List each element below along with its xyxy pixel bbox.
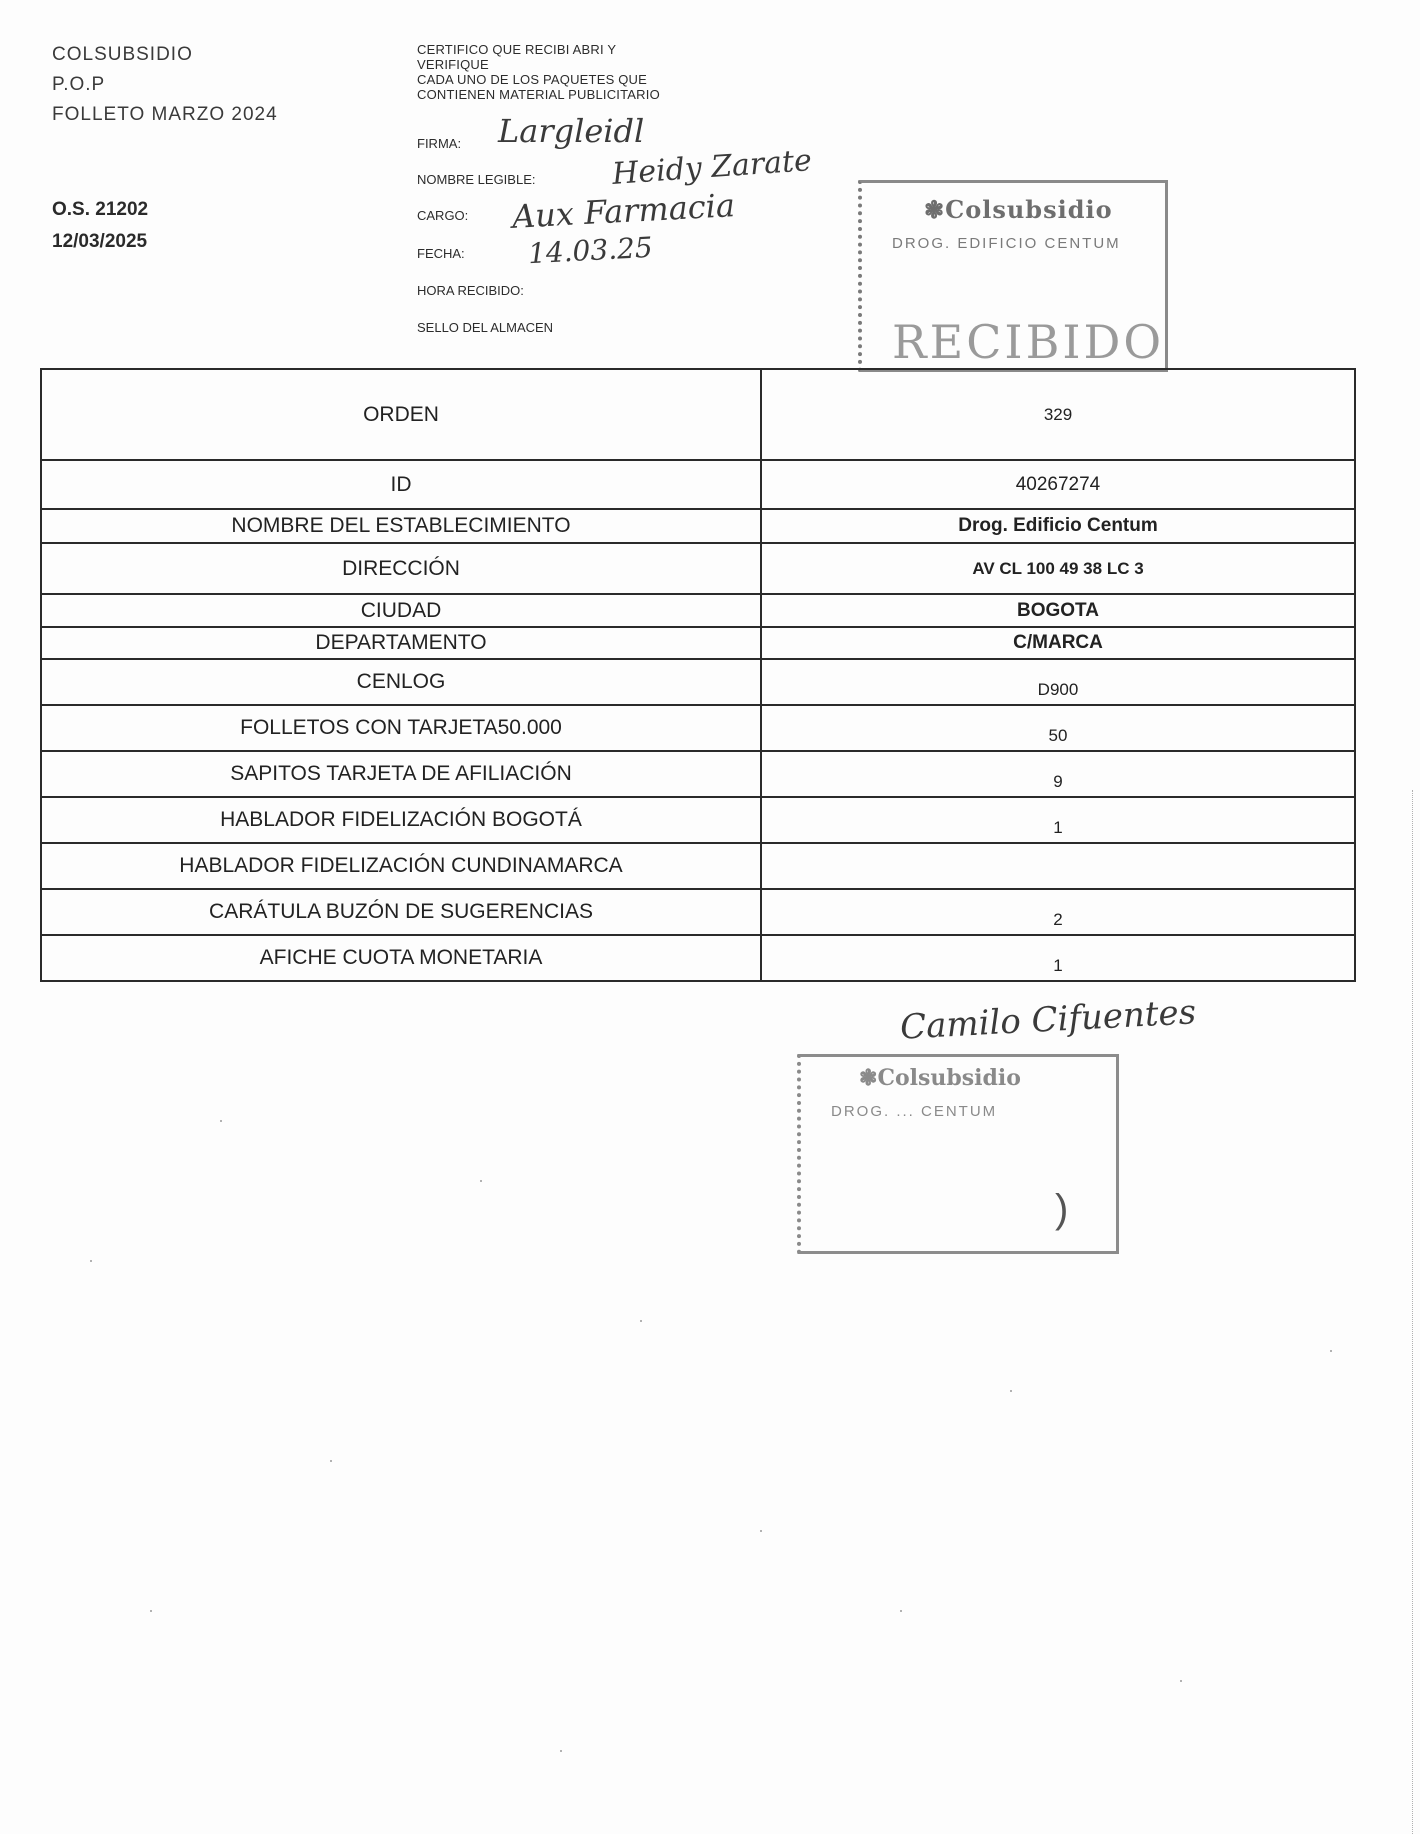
row-label: DIRECCIÓN [41, 543, 761, 594]
row-label: SAPITOS TARJETA DE AFILIACIÓN [41, 751, 761, 797]
table-row [41, 935, 1355, 981]
table-row [41, 460, 1355, 509]
row-value: C/MARCA [761, 627, 1355, 659]
row-value: D900 [761, 659, 1355, 705]
table-row [41, 509, 1355, 543]
stamp-brand: ❃Colsubsidio [924, 195, 1113, 224]
row-value: BOGOTA [761, 594, 1355, 627]
stamp-mark: ) [1055, 1187, 1069, 1231]
row-value: 9 [761, 751, 1355, 797]
table-row [41, 843, 1355, 889]
order-date: 12/03/2025 [52, 231, 148, 252]
nombre-label: NOMBRE LEGIBLE: [417, 172, 536, 187]
scan-speck [1330, 1350, 1332, 1352]
handwritten-name: Camilo Cifuentes [899, 992, 1198, 1048]
scan-speck [1180, 1680, 1182, 1682]
colsubsidio-logo-icon: ❃ [859, 1065, 878, 1091]
row-label: FOLLETOS CON TARJETA50.000 [41, 705, 761, 751]
row-value: Drog. Edificio Centum [761, 509, 1355, 543]
order-number: O.S. 21202 [52, 199, 149, 220]
fecha-label: FECHA: [417, 246, 465, 261]
row-label: NOMBRE DEL ESTABLECIMIENTO [41, 509, 761, 543]
table-row [41, 705, 1355, 751]
colsubsidio-logo-icon: ❃ [924, 195, 946, 224]
row-label: CENLOG [41, 659, 761, 705]
table-row [41, 889, 1355, 935]
table-row [41, 751, 1355, 797]
received-stamp [858, 180, 1168, 372]
campaign-label: FOLLETO MARZO 2024 [52, 104, 278, 125]
row-value: 50 [761, 705, 1355, 751]
cert-line: CERTIFICO QUE RECIBI ABRI Y [417, 42, 617, 57]
scan-speck [90, 1260, 92, 1262]
table-row [41, 594, 1355, 627]
row-label: ORDEN [41, 369, 761, 460]
row-label: AFICHE CUOTA MONETARIA [41, 935, 761, 981]
scan-speck [1010, 1390, 1012, 1392]
scan-edge [1412, 790, 1414, 1834]
order-block [52, 194, 148, 258]
row-label: CARÁTULA BUZÓN DE SUGERENCIAS [41, 889, 761, 935]
scan-speck [640, 1320, 642, 1322]
second-stamp [797, 1054, 1119, 1254]
header-left [52, 40, 278, 130]
row-label: ID [41, 460, 761, 509]
table-row [41, 627, 1355, 659]
hora-label: HORA RECIBIDO: [417, 283, 524, 298]
table-row [41, 369, 1355, 460]
stamp-store: DROG. EDIFICIO CENTUM [892, 235, 1121, 252]
cert-line: VERIFIQUE [417, 57, 489, 72]
table-row [41, 543, 1355, 594]
scan-speck [220, 1120, 222, 1122]
stamp-store: DROG. ... CENTUM [831, 1103, 998, 1120]
row-value: 40267274 [761, 460, 1355, 509]
company-name: COLSUBSIDIO [52, 44, 193, 65]
cargo-value: Aux Farmacia [511, 186, 736, 236]
scan-speck [760, 1530, 762, 1532]
cargo-label: CARGO: [417, 208, 469, 223]
row-value: AV CL 100 49 38 LC 3 [761, 543, 1355, 594]
row-value: 1 [761, 797, 1355, 843]
row-value: 329 [761, 369, 1355, 460]
cert-line: CADA UNO DE LOS PAQUETES QUE [417, 72, 648, 87]
cert-line: CONTIENEN MATERIAL PUBLICITARIO [417, 87, 660, 102]
table-row [41, 797, 1355, 843]
sello-label: SELLO DEL ALMACEN [417, 320, 554, 335]
row-value: 1 [761, 935, 1355, 981]
scan-speck [480, 1180, 482, 1182]
scan-speck [330, 1460, 332, 1462]
row-value: 2 [761, 889, 1355, 935]
scan-speck [150, 1610, 152, 1612]
row-label: CIUDAD [41, 594, 761, 627]
stamp-brand: ❃Colsubsidio [859, 1065, 1021, 1091]
delivery-table [40, 368, 1356, 982]
row-label: HABLADOR FIDELIZACIÓN BOGOTÁ [41, 797, 761, 843]
nombre-value: Heidy Zarate [611, 143, 813, 192]
fecha-value: 14.03.25 [527, 230, 654, 271]
row-label: DEPARTAMENTO [41, 627, 761, 659]
certification-text [417, 42, 660, 102]
row-value [761, 843, 1355, 889]
pop-label: P.O.P [52, 74, 106, 95]
scan-speck [560, 1750, 562, 1752]
table-row [41, 659, 1355, 705]
firma-signature: Largleidl [498, 112, 645, 150]
row-label: HABLADOR FIDELIZACIÓN CUNDINAMARCA [41, 843, 761, 889]
firma-label: FIRMA: [417, 136, 462, 151]
scan-speck [900, 1610, 902, 1612]
stamp-status: RECIBIDO [892, 315, 1165, 369]
